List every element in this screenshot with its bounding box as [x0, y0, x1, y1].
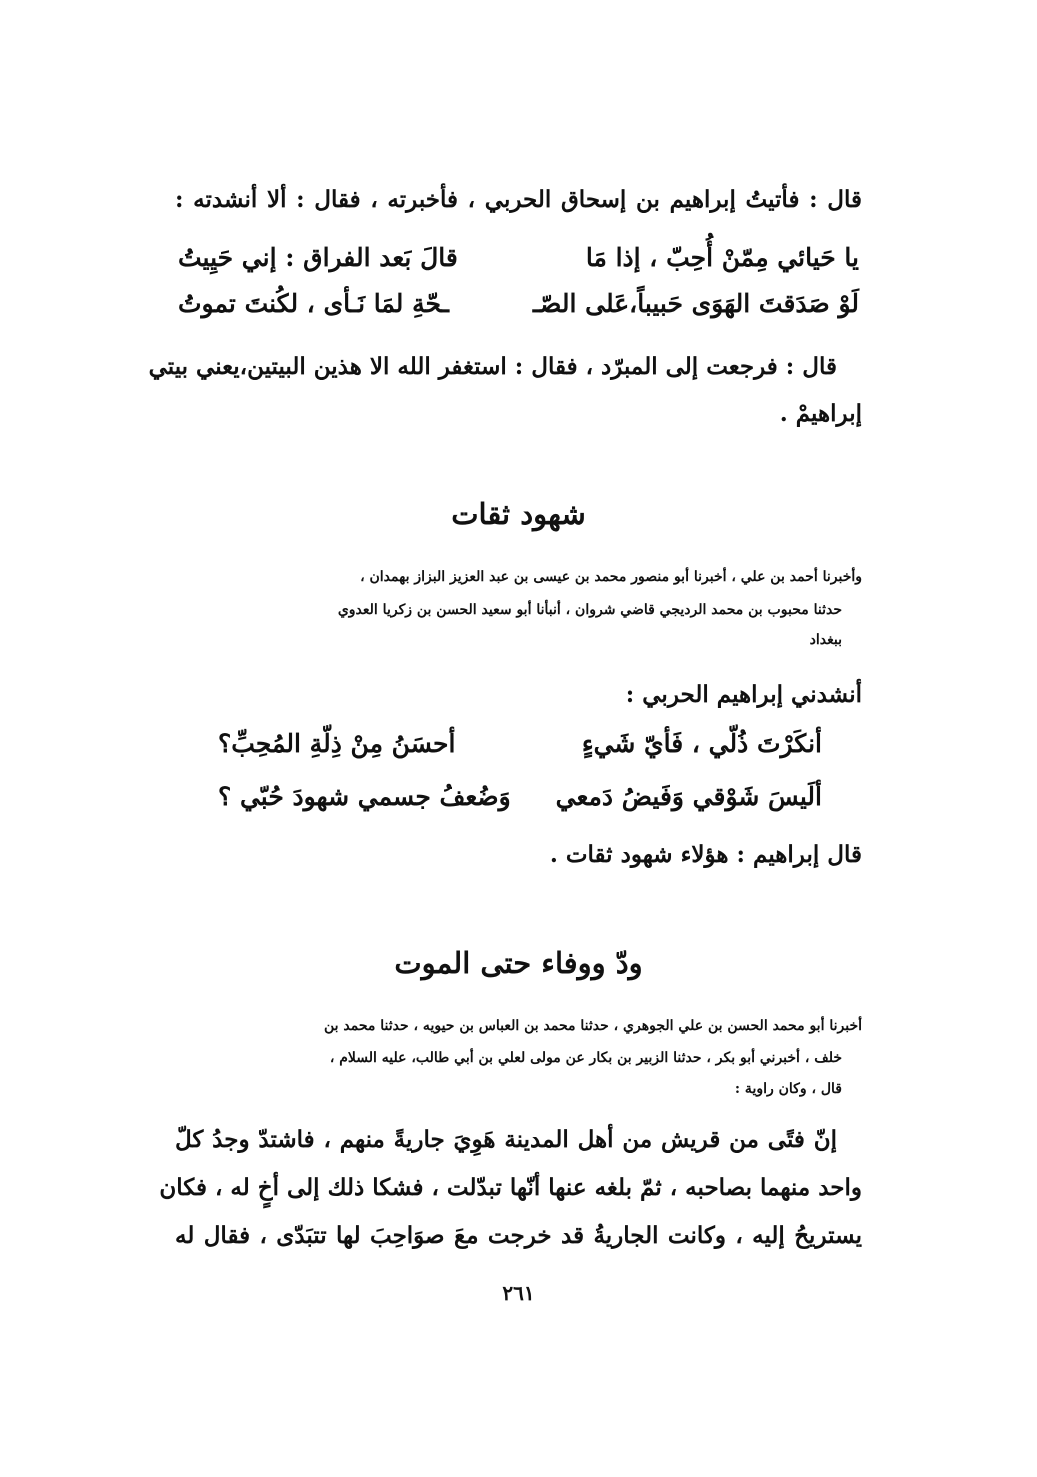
- page-number: ٢٦١: [502, 1281, 535, 1305]
- text-line: أنشدني إبراهيم الحربي :: [625, 681, 862, 708]
- isnad-line: وأخبرنا أحمد بن علي ، أخبرنا أبو منصور محمد بن عيسى بن عبد العزيز البزاز بهمدان ،: [360, 569, 862, 585]
- isnad-line: أخبرنا أبو محمد الحسن بن علي الجوهري ، حدثنا محمد بن العباس بن حيويه ، حدثنا محمد بن: [324, 1018, 862, 1034]
- verse-hemistich-second: ـحّةِ لمَا نَـأى ، لكُنتَ تموتُ: [178, 289, 449, 318]
- verse-hemistich-first: لَوْ صَدَقتَ الهَوَى حَبيباً،عَلى الصّـ: [532, 289, 859, 318]
- section-heading: شهود ثقات: [451, 497, 586, 531]
- verse-hemistich-second: أحسَنُ مِنْ ذِلّةِ المُحِبِّ؟: [218, 729, 456, 758]
- isnad-line: قال ، وكان راوية :: [734, 1081, 842, 1097]
- text-line: إنّ فتًى من قريش من أهل المدينة هَوِيَ جاريةً منهم ، فاشتدّ وجدُ كلّ: [175, 1126, 837, 1153]
- text-line: يستريحُ إليه ، وكانت الجاريةُ قد خرجت معَ صوَاحِبَ لها تتبَدّى ، فقال له: [175, 1222, 862, 1249]
- text-line: قال : فرجعت إلى المبرّد ، فقال : استغفر الله الا هذين البيتين،يعني بيتي: [148, 353, 837, 380]
- verse-hemistich-second: قالَ بَعد الفراق : إني حَيِيتُ: [178, 243, 458, 272]
- verse-hemistich-first: ألَيسَ شَوْقي وَفَيضُ دَمعي: [555, 782, 822, 811]
- verse-hemistich-second: وَضُعفُ جسمي شهودَ حُبّي ؟: [218, 782, 511, 811]
- text-line: قال إبراهيم : هؤلاء شهود ثقات .: [549, 841, 862, 868]
- text-line: واحد منهما بصاحبه ، ثمّ بلغه عنها أنّها تبدّلت ، فشكا ذلك إلى أخٍ له ، فكان: [159, 1174, 862, 1201]
- verse-hemistich-first: أنكَرْتَ ذُلّي ، فَأيّ شَيءٍ: [581, 729, 822, 758]
- section-heading: ودّ ووفاء حتى الموت: [394, 946, 643, 980]
- verse-hemistich-first: يا حَيائي مِمّنْ أُحِبّ ، إذا مَا: [585, 243, 859, 272]
- isnad-line: حدثنا محبوب بن محمد الرديجي قاضي شروان ، أنبأنا أبو سعيد الحسن بن زكريا العدوي: [337, 602, 842, 618]
- text-line: إبراهيمْ .: [779, 400, 862, 427]
- isnad-line: خلف ، أخبرني أبو بكر ، حدثنا الزبير بن بكار عن مولى لعلي بن أبي طالب، عليه السلام ،: [329, 1050, 842, 1066]
- text-line: قال : فأتيتُ إبراهيم بن إسحاق الحربي ، فأخبرته ، فقال : ألا أنشدته :: [175, 186, 862, 213]
- isnad-line: ببغداد: [809, 632, 842, 648]
